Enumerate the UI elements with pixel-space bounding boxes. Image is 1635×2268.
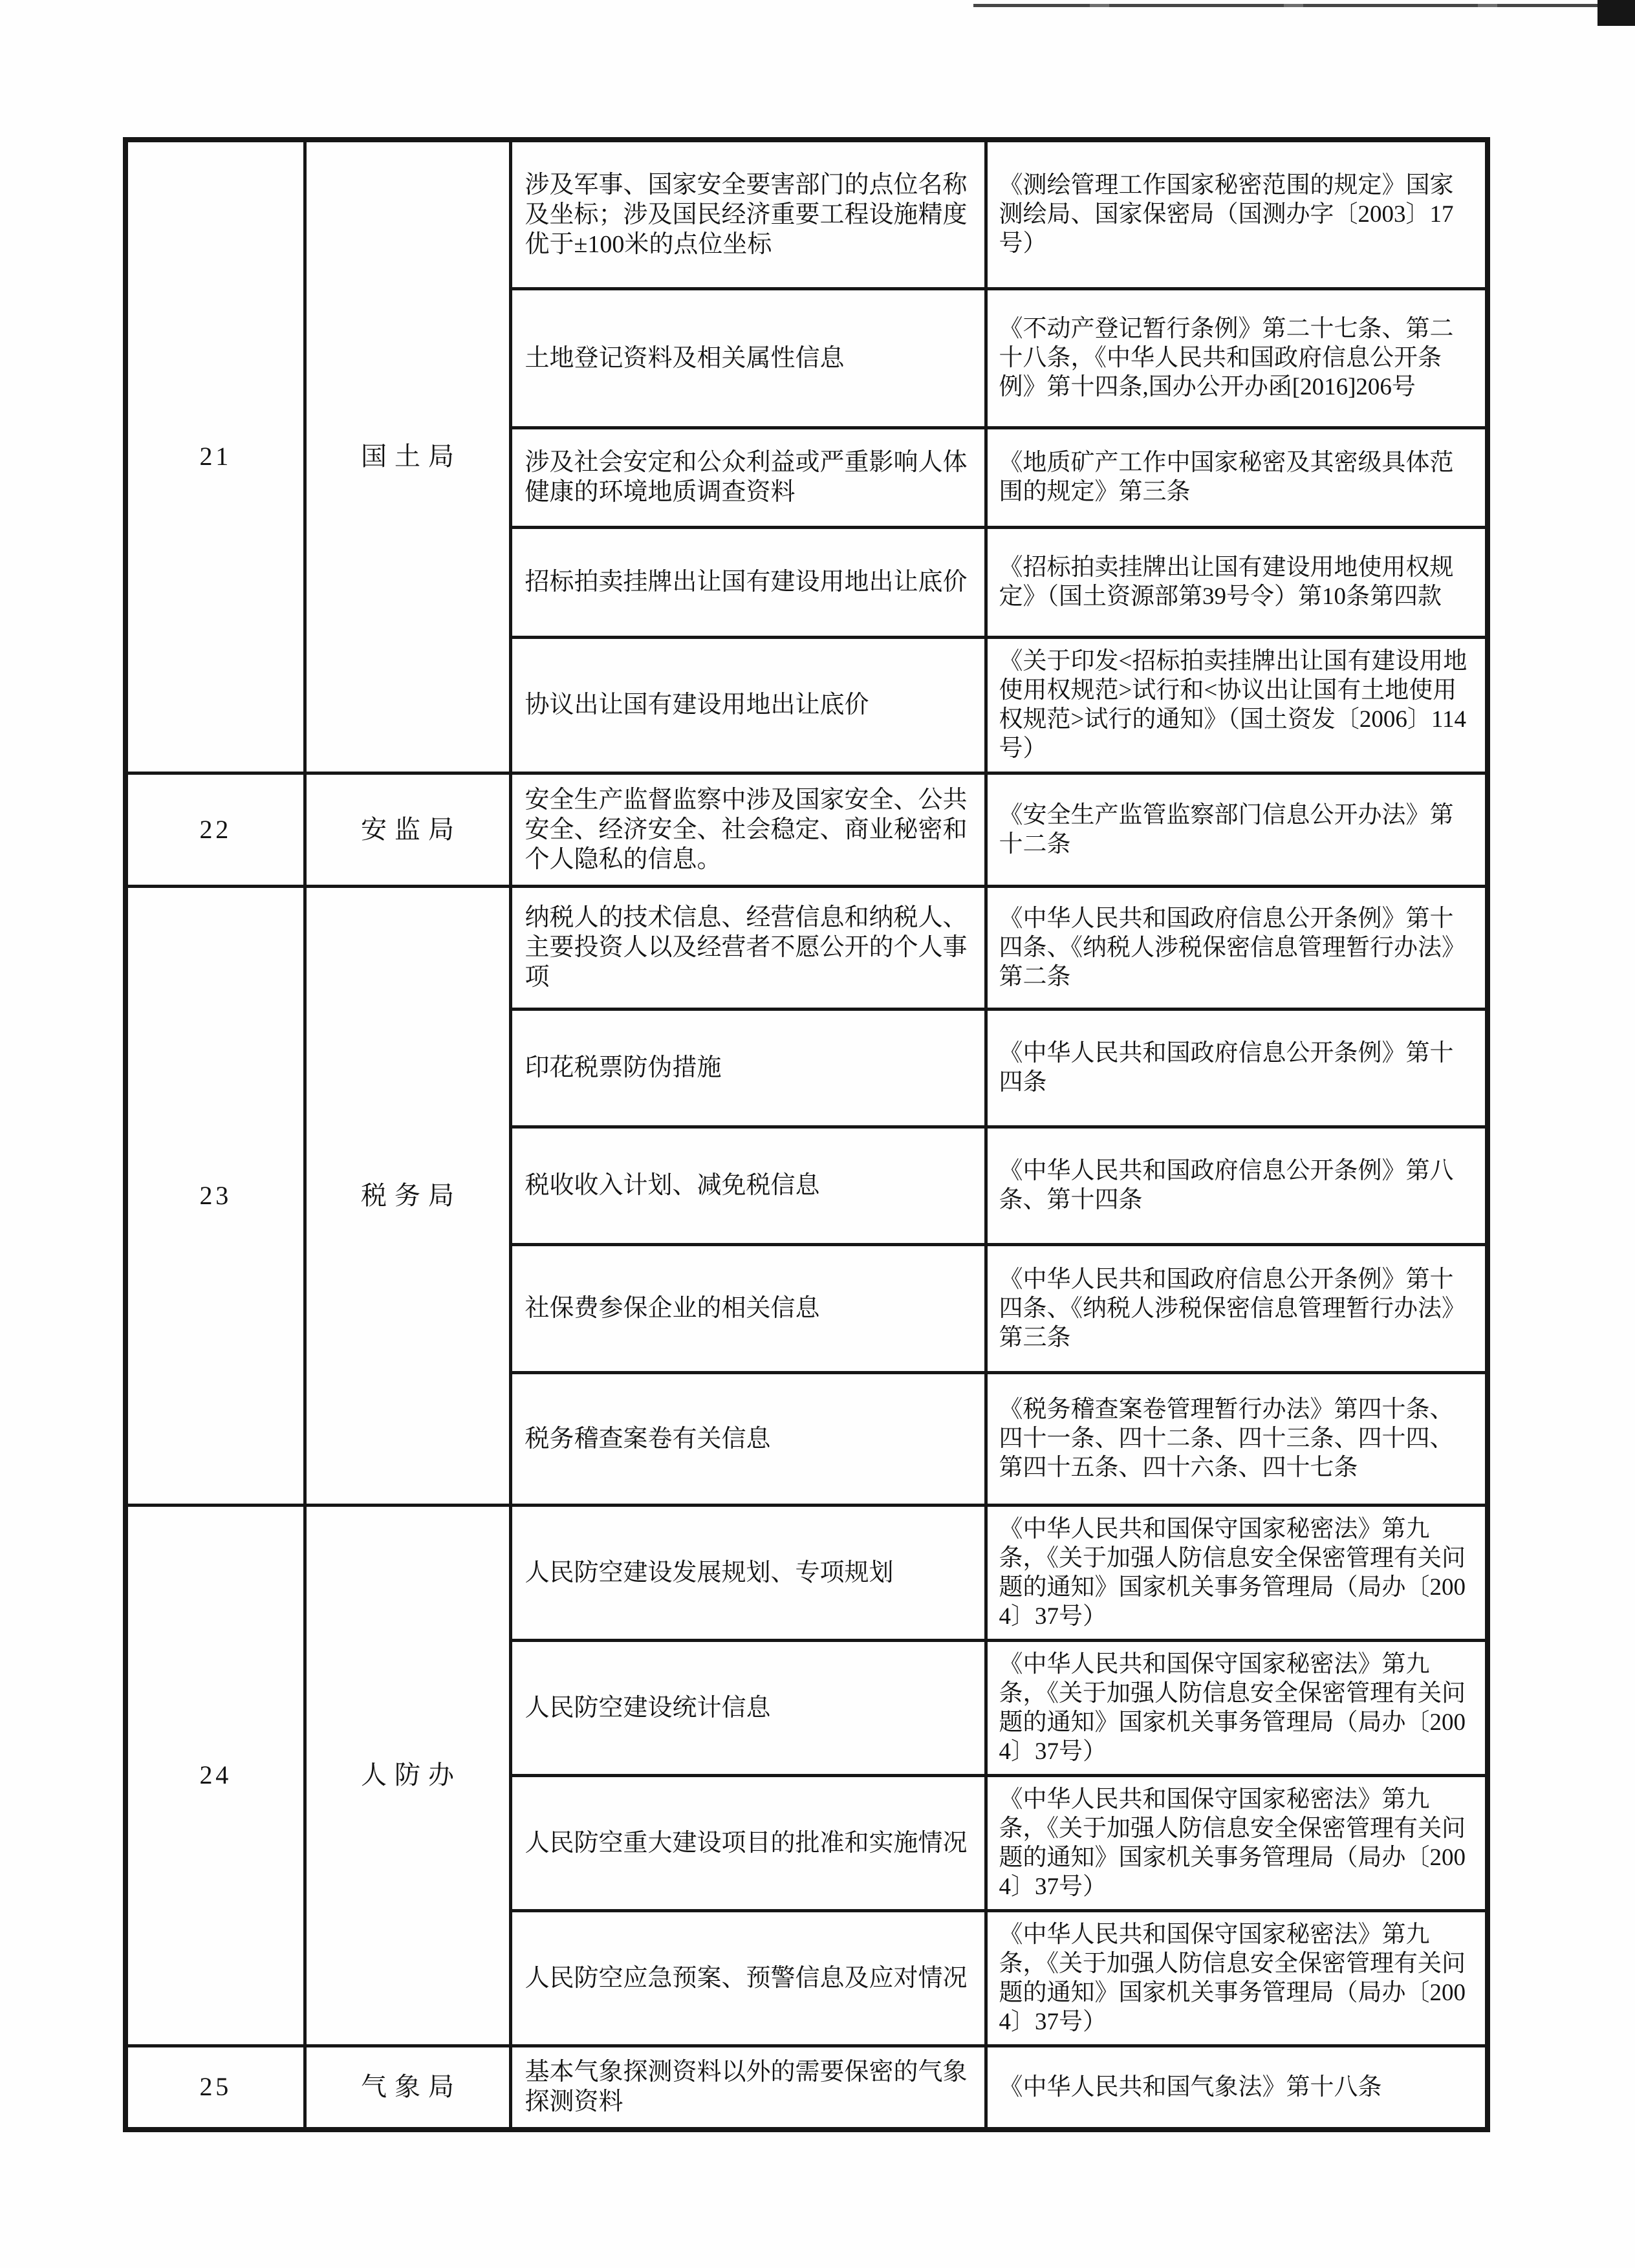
secret-item-cell: 涉及军事、国家安全要害部门的点位名称及坐标；涉及国民经济重要工程设施精度优于±100米的点位坐标: [510, 140, 986, 288]
legal-basis-cell: 《地质矿产工作中国家秘密及其密级具体范围的规定》第三条: [986, 427, 1488, 527]
secret-item-cell: 人民防空重大建设项目的批准和实施情况: [510, 1775, 986, 1910]
table-row: [125, 2046, 1488, 2130]
secret-item-cell: 招标拍卖挂牌出让国有建设用地出让底价: [510, 527, 986, 637]
secret-item-cell: 人民防空建设统计信息: [510, 1640, 986, 1775]
secret-item-cell: 纳税人的技术信息、经营信息和纳税人、主要投资人以及经营者不愿公开的个人事项: [510, 886, 986, 1009]
secrecy-scope-table-body: [125, 140, 1488, 2130]
serial-number-cell: 24: [125, 1505, 305, 2046]
legal-basis-cell: 《中华人民共和国保守国家秘密法》第九条，《关于加强人防信息安全保密管理有关问题的通知》国家机关事务管理局（局办〔2004〕37号）: [986, 1910, 1488, 2046]
secret-item-cell: 人民防空建设发展规划、专项规划: [510, 1505, 986, 1640]
secret-item-cell: 涉及社会安定和公众利益或严重影响人体健康的环境地质调查资料: [510, 427, 986, 527]
serial-number-cell: 22: [125, 773, 305, 886]
secrecy-scope-table: [123, 137, 1490, 2132]
legal-basis-cell: 《税务稽查案卷管理暂行办法》第四十条、四十一条、四十二条、四十三条、四十四、第四十五条、四十六条、四十七条: [986, 1372, 1488, 1505]
secret-item-cell: 人民防空应急预案、预警信息及应对情况: [510, 1910, 986, 2046]
department-cell: 安监局: [305, 773, 510, 886]
serial-number-cell: 25: [125, 2046, 305, 2130]
legal-basis-cell: 《中华人民共和国政府信息公开条例》第十四条、《纳税人涉税保密信息管理暂行办法》第三条: [986, 1244, 1488, 1372]
department-cell: 税务局: [305, 886, 510, 1505]
secret-item-cell: 税务稽查案卷有关信息: [510, 1372, 986, 1505]
secret-item-cell: 印花税票防伪措施: [510, 1009, 986, 1127]
legal-basis-cell: 《中华人民共和国气象法》第十八条: [986, 2046, 1488, 2130]
legal-basis-cell: 《中华人民共和国政府信息公开条例》第十四条、《纳税人涉税保密信息管理暂行办法》第二条: [986, 886, 1488, 1009]
serial-number-cell: 21: [125, 140, 305, 773]
table-row: [125, 886, 1488, 1009]
legal-basis-cell: 《安全生产监管监察部门信息公开办法》第十二条: [986, 773, 1488, 886]
legal-basis-cell: 《招标拍卖挂牌出让国有建设用地使用权规定》（国土资源部第39号令）第10条第四款: [986, 527, 1488, 637]
legal-basis-cell: 《测绘管理工作国家秘密范围的规定》国家测绘局、国家保密局（国测办字〔2003〕17号）: [986, 140, 1488, 288]
secret-item-cell: 社保费参保企业的相关信息: [510, 1244, 986, 1372]
legal-basis-cell: 《不动产登记暂行条例》第二十七条、第二十八条，《中华人民共和国政府信息公开条例》第十四条,国办公开办函[2016]206号: [986, 288, 1488, 427]
legal-basis-cell: 《中华人民共和国保守国家秘密法》第九条，《关于加强人防信息安全保密管理有关问题的通知》国家机关事务管理局（局办〔2004〕37号）: [986, 1640, 1488, 1775]
department-cell: 国土局: [305, 140, 510, 773]
legal-basis-cell: 《中华人民共和国政府信息公开条例》第八条、第十四条: [986, 1127, 1488, 1244]
table-row: [125, 773, 1488, 886]
serial-number-cell: 23: [125, 886, 305, 1505]
secret-item-cell: 基本气象探测资料以外的需要保密的气象探测资料: [510, 2046, 986, 2130]
legal-basis-cell: 《中华人民共和国政府信息公开条例》第十四条: [986, 1009, 1488, 1127]
legal-basis-cell: 《中华人民共和国保守国家秘密法》第九条，《关于加强人防信息安全保密管理有关问题的通知》国家机关事务管理局（局办〔2004〕37号）: [986, 1775, 1488, 1910]
scan-artifact-corner-mark: [1597, 0, 1635, 26]
scan-artifact-line: [973, 4, 1635, 7]
table-row: [125, 1505, 1488, 1640]
secret-item-cell: 安全生产监督监察中涉及国家安全、公共安全、经济安全、社会稳定、商业秘密和个人隐私的信息。: [510, 773, 986, 886]
secret-item-cell: 协议出让国有建设用地出让底价: [510, 637, 986, 773]
secret-item-cell: 土地登记资料及相关属性信息: [510, 288, 986, 427]
table-row: [125, 140, 1488, 288]
legal-basis-cell: 《关于印发<招标拍卖挂牌出让国有建设用地使用权规范>试行和<协议出让国有土地使用权规范>试行的通知》（国土资发〔2006〕114号）: [986, 637, 1488, 773]
department-cell: 气象局: [305, 2046, 510, 2130]
legal-basis-cell: 《中华人民共和国保守国家秘密法》第九条，《关于加强人防信息安全保密管理有关问题的通知》国家机关事务管理局（局办〔2004〕37号）: [986, 1505, 1488, 1640]
secret-item-cell: 税收收入计划、减免税信息: [510, 1127, 986, 1244]
department-cell: 人防办: [305, 1505, 510, 2046]
